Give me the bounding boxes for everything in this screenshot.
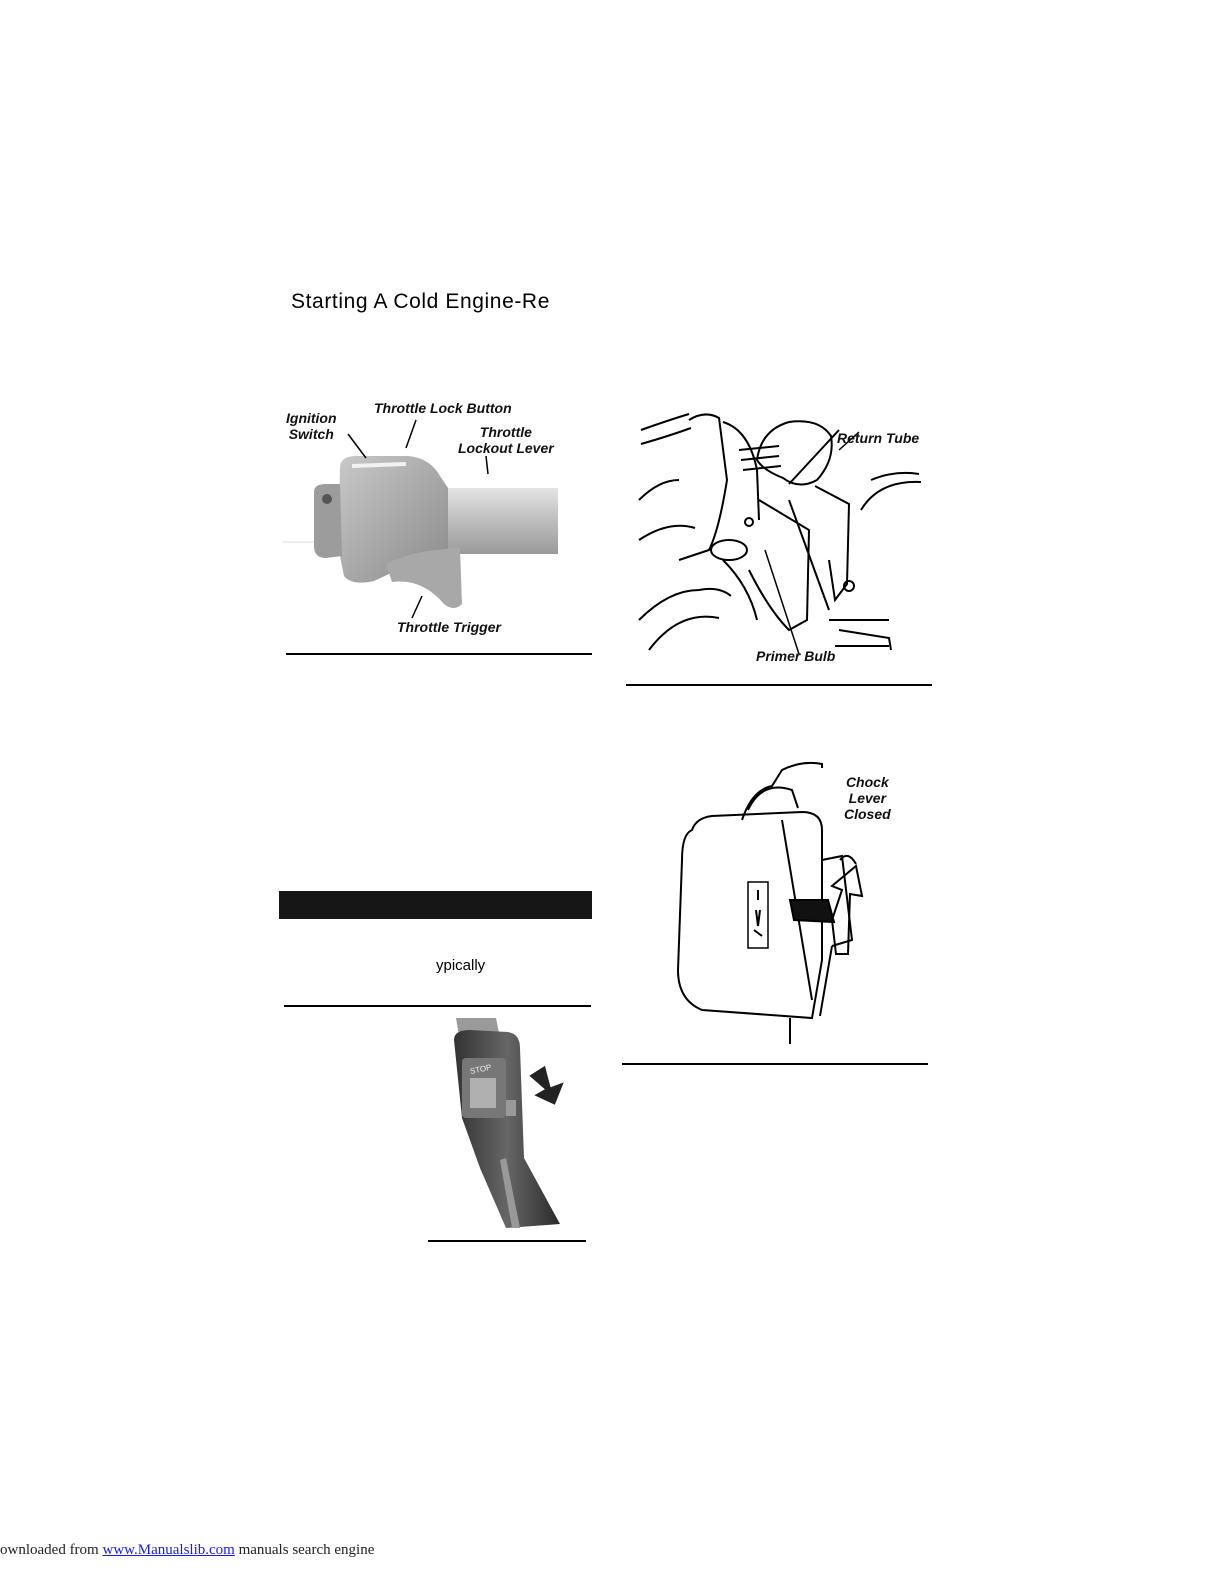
return-tube-label: Return Tube: [837, 430, 920, 446]
footer-prefix: ownloaded from: [0, 1542, 103, 1558]
section-heading: Starting A Cold Engine-Re: [291, 290, 550, 313]
ignition-switch-label: Ignition Switch: [286, 410, 337, 442]
throttle-lock-button-label: Throttle Lock Button: [374, 400, 512, 416]
chock-lever-closed-label: Chock Lever Closed: [844, 774, 891, 822]
stop-label: STOP: [469, 1062, 493, 1076]
primer-bulb-illustration: [639, 410, 929, 665]
throttle-lockout-lever-label: Throttle Lockout Lever: [458, 424, 554, 456]
primer-bulb-label: Primer Bulb: [756, 648, 836, 664]
throttle-figure: [282, 396, 592, 641]
body-text-fragment: ypically: [436, 957, 486, 974]
footer: [0, 1542, 374, 1559]
footer-suffix: manuals search engine: [234, 1542, 375, 1558]
choke-lever-illustration: [672, 760, 932, 1050]
stop-switch-illustration: [440, 1018, 570, 1230]
choke-figure: [672, 760, 932, 1050]
figure-rule: [626, 684, 932, 686]
primer-figure: [639, 410, 929, 665]
figure-rule: [622, 1063, 928, 1065]
stop-switch-figure: [440, 1018, 570, 1230]
figure-rule: [428, 1240, 586, 1242]
manualslib-link[interactable]: www.Manualslib.com: [102, 1542, 235, 1558]
throttle-trigger-label: Throttle Trigger: [397, 619, 501, 635]
section-rule: [284, 1005, 591, 1007]
section-bar: [279, 891, 592, 919]
figure-rule: [286, 653, 592, 655]
